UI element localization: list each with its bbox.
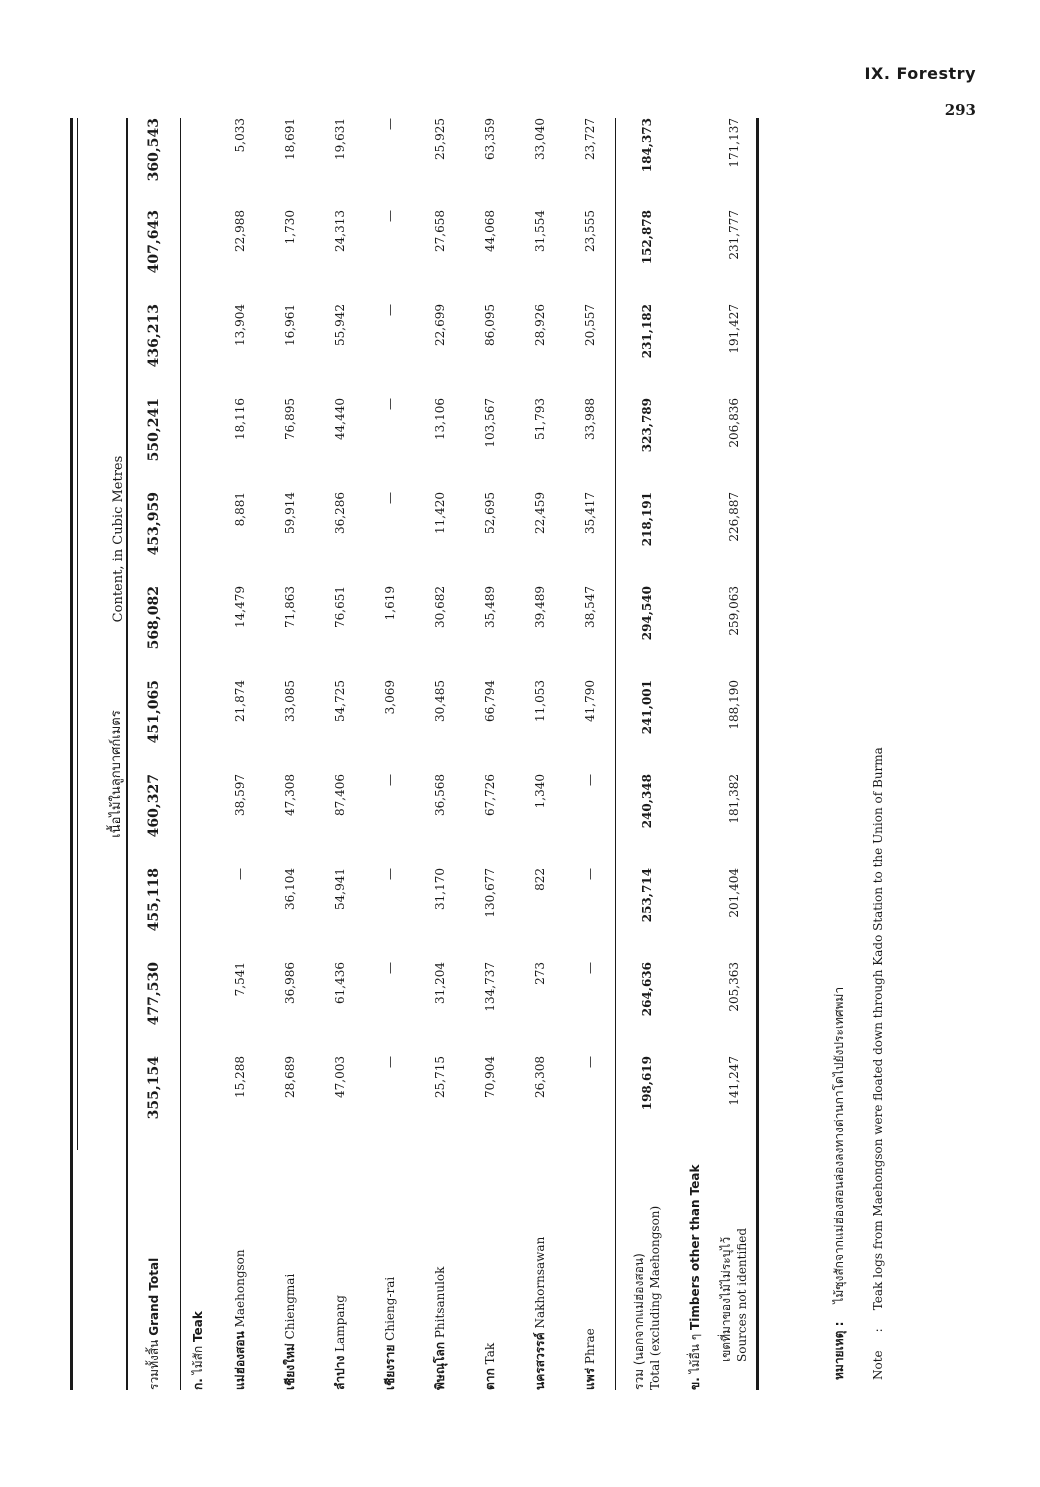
total-value: 231,182 — [616, 304, 679, 398]
table-cell: — — [583, 962, 597, 974]
table-cell: 1,340 — [533, 774, 547, 809]
table-cell: 23,727 — [583, 118, 597, 160]
table-cell: 36,286 — [333, 492, 347, 534]
table-cell: 76,895 — [283, 398, 297, 440]
table-cell: 35,417 — [583, 492, 597, 534]
table-cell: 226,887 — [712, 492, 758, 586]
province-label: เชียงราย Chieng-rai — [382, 1276, 397, 1390]
table-cell: 51,793 — [533, 398, 547, 440]
table-cell: 28,926 — [533, 304, 547, 346]
table-cell: 54,941 — [333, 868, 347, 910]
table-cell: 44,068 — [483, 210, 497, 252]
year-column-header — [78, 210, 128, 304]
table-cell: 24,313 — [333, 210, 347, 252]
table-cell: 134,737 — [483, 962, 497, 1012]
table-row — [315, 118, 365, 1390]
table-cell: 18,116 — [233, 398, 247, 440]
grand-total-value: 455,118 — [127, 868, 181, 962]
group-label-english: Content, in Cubic Metres — [78, 398, 128, 680]
grand-total-value: 477,530 — [127, 962, 181, 1056]
table-cell: 61,436 — [333, 962, 347, 1004]
grand-total-value: 550,241 — [127, 398, 181, 492]
table-cell: 71,863 — [283, 586, 297, 628]
table-row — [265, 118, 315, 1390]
table-row — [465, 118, 515, 1390]
table-cell: 25,715 — [433, 1056, 447, 1098]
grand-total-value: 355,154 — [127, 1056, 181, 1150]
sources-not-identified-row — [712, 118, 758, 1390]
table-row — [365, 118, 415, 1390]
grand-total-value: 460,327 — [127, 774, 181, 868]
table-cell: 41,790 — [583, 680, 597, 722]
table-cell: 205,363 — [712, 962, 758, 1056]
table-cell: — — [233, 868, 247, 880]
province-label: เชียงใหม่ Chiengmai — [282, 1273, 297, 1390]
table-cell: 63,359 — [483, 118, 497, 160]
total-value: 218,191 — [616, 492, 679, 586]
table-cell: 259,063 — [712, 586, 758, 680]
table-cell: 22,459 — [533, 492, 547, 534]
table-cell: 76,651 — [333, 586, 347, 628]
grand-total-row — [127, 118, 181, 1390]
total-value: 198,619 — [616, 1056, 679, 1150]
english-note: Note : Teak logs from Maehongson were floated down through Kado Station to the Union of Burma — [871, 747, 885, 1380]
grand-total-value: 436,213 — [127, 304, 181, 398]
table-cell: 33,085 — [283, 680, 297, 722]
table-cell: — — [383, 492, 397, 504]
table-row — [565, 118, 616, 1390]
table-row — [415, 118, 465, 1390]
thai-note: หมายเหตุ : ไม้ซุงสักจากแม่ฮ่องสอนล่องลงทางด่านกาโดไปยังประเทศพม่า — [832, 986, 846, 1380]
teak-heading: ก. ไม้สัก Teak — [190, 1311, 205, 1390]
table-cell: 31,554 — [533, 210, 547, 252]
total-value: 253,714 — [616, 868, 679, 962]
table-cell: 31,204 — [433, 962, 447, 1004]
section-title: IX. Forestry — [864, 64, 976, 83]
table-cell: — — [383, 1056, 397, 1068]
province-label: พิษณุโลก Phitsanulok — [432, 1266, 447, 1390]
table-cell: — — [583, 774, 597, 786]
table-cell: 20,557 — [583, 304, 597, 346]
table-cell: 36,104 — [283, 868, 297, 910]
table-cell: 15,288 — [233, 1056, 247, 1098]
header-row — [78, 118, 128, 1390]
table-cell: 31,170 — [433, 868, 447, 910]
table-cell: 47,003 — [333, 1056, 347, 1098]
table-cell: 11,420 — [433, 492, 447, 534]
table-cell: 38,547 — [583, 586, 597, 628]
table-cell: — — [383, 210, 397, 222]
group-label-thai: เนื้อไม้ในลูกบาศก์เมตร — [78, 680, 128, 868]
year-column-header — [78, 304, 128, 398]
total-value: 152,878 — [616, 210, 679, 304]
table-cell: 5,033 — [233, 118, 247, 153]
table-cell: — — [383, 304, 397, 316]
total-value: 264,636 — [616, 962, 679, 1056]
province-label: แม่ฮ่องสอน Maehongson — [232, 1249, 247, 1390]
footnotes — [830, 747, 885, 1380]
table-cell: — — [383, 868, 397, 880]
table-cell: 23,555 — [583, 210, 597, 252]
rotated-table-region — [70, 118, 885, 1390]
table-cell: 13,904 — [233, 304, 247, 346]
table-cell: 38,597 — [233, 774, 247, 816]
table-cell: — — [583, 1056, 597, 1068]
table-cell: 19,631 — [333, 118, 347, 160]
table-cell: 1,730 — [283, 210, 297, 245]
grand-total-value: 360,543 — [127, 118, 181, 210]
table-cell: 8,881 — [233, 492, 247, 527]
table-cell: 273 — [533, 962, 547, 985]
other-timber-heading: ข. ไม้อื่น ๆ Timbers other than Teak — [687, 1164, 702, 1390]
table-cell: 22,699 — [433, 304, 447, 346]
year-column-header — [78, 1056, 128, 1150]
grand-total-value: 407,643 — [127, 210, 181, 304]
total-row — [616, 118, 679, 1390]
table-row — [215, 118, 265, 1390]
table-cell: 36,986 — [283, 962, 297, 1004]
table-cell: — — [583, 868, 597, 880]
other-timber-heading-row — [678, 118, 712, 1390]
table-cell: 70,904 — [483, 1056, 497, 1098]
table-cell: 822 — [533, 868, 547, 891]
table-cell: 67,726 — [483, 774, 497, 816]
table-cell: 201,404 — [712, 868, 758, 962]
total-value: 323,789 — [616, 398, 679, 492]
table-cell: 33,988 — [583, 398, 597, 440]
total-value: 184,373 — [616, 118, 679, 210]
table-cell: 59,914 — [283, 492, 297, 534]
year-column-header — [78, 118, 128, 210]
table-cell: 30,485 — [433, 680, 447, 722]
province-label: แพร่ Phrae — [582, 1328, 597, 1390]
province-label: ตาก Tak — [482, 1342, 497, 1390]
table-cell: 54,725 — [333, 680, 347, 722]
grand-total-value: 451,065 — [127, 680, 181, 774]
table-cell: 16,961 — [283, 304, 297, 346]
province-label: ลำปาง Lampang — [332, 1295, 347, 1390]
table-cell: 141,247 — [712, 1056, 758, 1150]
sources-label: เขตที่มาของไม้ไม่ระบุไว้ Sources not identified — [712, 1150, 758, 1390]
page-number: 293 — [944, 101, 976, 119]
table-cell: 14,479 — [233, 586, 247, 628]
table-cell: 21,874 — [233, 680, 247, 722]
table-cell: 188,190 — [712, 680, 758, 774]
table-cell: 18,691 — [283, 118, 297, 160]
year-column-header — [78, 962, 128, 1056]
year-column-header — [78, 868, 128, 962]
stub-header — [78, 1150, 128, 1390]
table-cell: 103,567 — [483, 398, 497, 448]
table-cell: 33,040 — [533, 118, 547, 160]
total-label: รวม (นอกจากแม่ฮ่องสอน) Total (excluding Maehongson) — [616, 1150, 679, 1390]
table-cell: 47,308 — [283, 774, 297, 816]
table-cell: 35,489 — [483, 586, 497, 628]
table-cell: 181,382 — [712, 774, 758, 868]
table-cell: 206,836 — [712, 398, 758, 492]
grand-total-value: 568,082 — [127, 586, 181, 680]
total-value: 240,348 — [616, 774, 679, 868]
table-cell: 30,682 — [433, 586, 447, 628]
table-cell: 171,137 — [712, 118, 758, 210]
table-cell: 130,677 — [483, 868, 497, 918]
table-cell: 26,308 — [533, 1056, 547, 1098]
table-cell: 22,988 — [233, 210, 247, 252]
table-cell: — — [383, 118, 397, 130]
forestry-statistics-table — [70, 118, 759, 1390]
table-cell: 27,658 — [433, 210, 447, 252]
table-cell: 191,427 — [712, 304, 758, 398]
table-cell: 13,106 — [433, 398, 447, 440]
province-label: นครสวรรค์ Nakhornsawan — [532, 1236, 547, 1390]
table-cell: — — [383, 774, 397, 786]
table-cell: 7,541 — [233, 962, 247, 997]
table-cell: — — [383, 398, 397, 410]
grand-total-label: รวมทั้งสิ้น Grand Total — [127, 1150, 181, 1390]
table-cell: 44,440 — [333, 398, 347, 440]
table-cell: 25,925 — [433, 118, 447, 160]
total-value: 294,540 — [616, 586, 679, 680]
table-cell: 86,095 — [483, 304, 497, 346]
table-cell: — — [383, 962, 397, 974]
table-cell: 52,695 — [483, 492, 497, 534]
page-header — [865, 64, 976, 119]
table-cell: 3,069 — [383, 680, 397, 715]
table-cell: 55,942 — [333, 304, 347, 346]
table-cell: 28,689 — [283, 1056, 297, 1098]
table-cell: 39,489 — [533, 586, 547, 628]
table-cell: 66,794 — [483, 680, 497, 722]
total-value: 241,001 — [616, 680, 679, 774]
table-cell: 36,568 — [433, 774, 447, 816]
table-row — [515, 118, 565, 1390]
table-cell: 231,777 — [712, 210, 758, 304]
table-cell: 87,406 — [333, 774, 347, 816]
table-cell: 1,619 — [383, 586, 397, 621]
table-cell: 11,053 — [533, 680, 547, 722]
grand-total-value: 453,959 — [127, 492, 181, 586]
teak-heading-row — [181, 118, 216, 1390]
